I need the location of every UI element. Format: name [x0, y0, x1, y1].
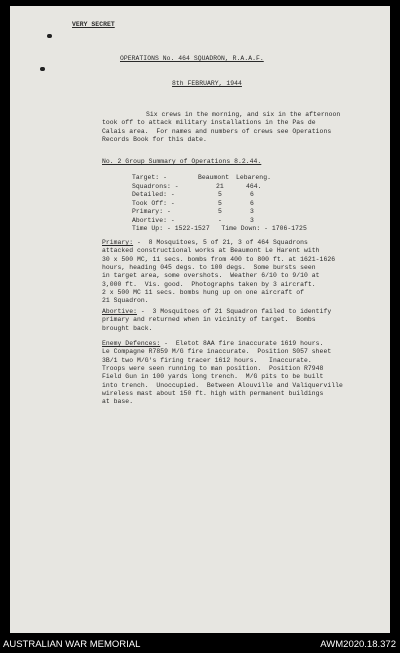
summary-label: Took Off: - — [132, 199, 175, 207]
summary-label: Squadrons: - — [132, 182, 179, 190]
intro-line: Six crews in the morning, and six in the afternoon — [146, 111, 341, 118]
defences-line: at base. — [102, 398, 134, 406]
summary-value: 3 — [250, 216, 254, 224]
summary-heading: No. 2 Group Summary of Operations 8.2.44. — [102, 158, 262, 165]
document-date: 8th FEBRUARY, 1944 — [172, 80, 242, 87]
primary-line: 30 x 500 MC, 11 secs. bombs from 400 to 800 ft. at 1621-1626 — [102, 255, 336, 263]
defences-line: Le Compagne R7859 M/G fire inaccurate. Position S057 sheet — [102, 348, 332, 356]
intro-line: Calais area. For names and numbers of crews see Operations — [102, 127, 332, 135]
primary-line: in target area, some overshots. Weather 6/10 to 9/10 at — [102, 272, 320, 280]
summary-value: 21 — [216, 182, 224, 190]
punch-hole — [47, 34, 52, 38]
abortive-line: - 3 Mosquitoes of 21 Squadron failed to identify — [136, 308, 332, 315]
document-title: OPERATIONS No. 464 SQUADRON, R.A.A.F. — [120, 55, 264, 62]
defences-heading: Enemy Defences: — [102, 340, 161, 347]
footer-accession-number: AWM2020.18.372 — [320, 639, 396, 650]
summary-label: Primary: - — [132, 208, 171, 215]
summary-value: 464. — [246, 182, 262, 190]
summary-value: 5 — [218, 199, 222, 207]
primary-line: attacked constructional works at Beaumont Le Harent with — [102, 247, 320, 255]
defences-line: 3B/1 two M/G's firing tracer 1612 hours. Inaccurate. — [102, 356, 312, 364]
defences-line: - Eletot 8AA fire inaccurate 1619 hours. — [160, 340, 324, 347]
document-page — [10, 6, 390, 633]
primary-line: 2 x 500 MC 11 secs. bombs hung up on one aircraft of — [102, 288, 305, 296]
summary-value: 6 — [250, 191, 254, 198]
summary-value: 3 — [250, 208, 254, 215]
summary-times: Time Up: - 1522-1527 Time Down: - 1706-1725 — [132, 225, 307, 232]
primary-line: 21 Squadron. — [102, 297, 149, 305]
primary-line: 3,000 ft. Vis. good. Photographs taken by 3 aircraft. — [102, 280, 316, 288]
summary-value: 5 — [218, 208, 222, 215]
summary-col-head: Lebareng. — [236, 174, 271, 181]
defences-line: wireless mast about 150 ft. high with permanent buildings — [102, 389, 324, 397]
footer-institution: AUSTRALIAN WAR MEMORIAL — [3, 639, 141, 650]
summary-label: Detailed: - — [132, 191, 175, 198]
defences-line: Field Gun in 100 yards long trench. M/G pits to be built — [102, 373, 324, 381]
summary-col-head: Beaumont — [198, 174, 230, 181]
primary-heading: Primary: — [102, 239, 134, 246]
primary-line: - 8 Mosquitoes, 5 of 21, 3 of 464 Squadrons — [133, 239, 308, 246]
summary-label: Abortive: - — [132, 216, 175, 224]
classification-stamp: VERY SECRET — [72, 21, 115, 28]
intro-line: took off to attack military installations in the Pas de — [102, 119, 316, 127]
intro-line: Records Book for this date. — [102, 135, 207, 143]
punch-hole — [40, 67, 45, 71]
abortive-line: brought back. — [102, 324, 153, 332]
summary-value: 6 — [250, 199, 254, 207]
archive-footer — [0, 633, 400, 653]
summary-value: 5 — [218, 191, 222, 198]
summary-value: - — [218, 216, 222, 224]
summary-label: Target: - — [132, 174, 167, 181]
abortive-line: primary and returned when in vicinity of target. Bombs — [102, 316, 316, 324]
defences-line: Troops were seen running to man position. Position R7948 — [102, 364, 324, 372]
primary-line: hours, heading 045 degs. to 100 degs. Some bursts seen — [102, 263, 316, 271]
defences-line: into trench. Unoccupied. Between Alouville and Valiquerville — [102, 381, 343, 389]
abortive-heading: Abortive: — [102, 308, 137, 315]
